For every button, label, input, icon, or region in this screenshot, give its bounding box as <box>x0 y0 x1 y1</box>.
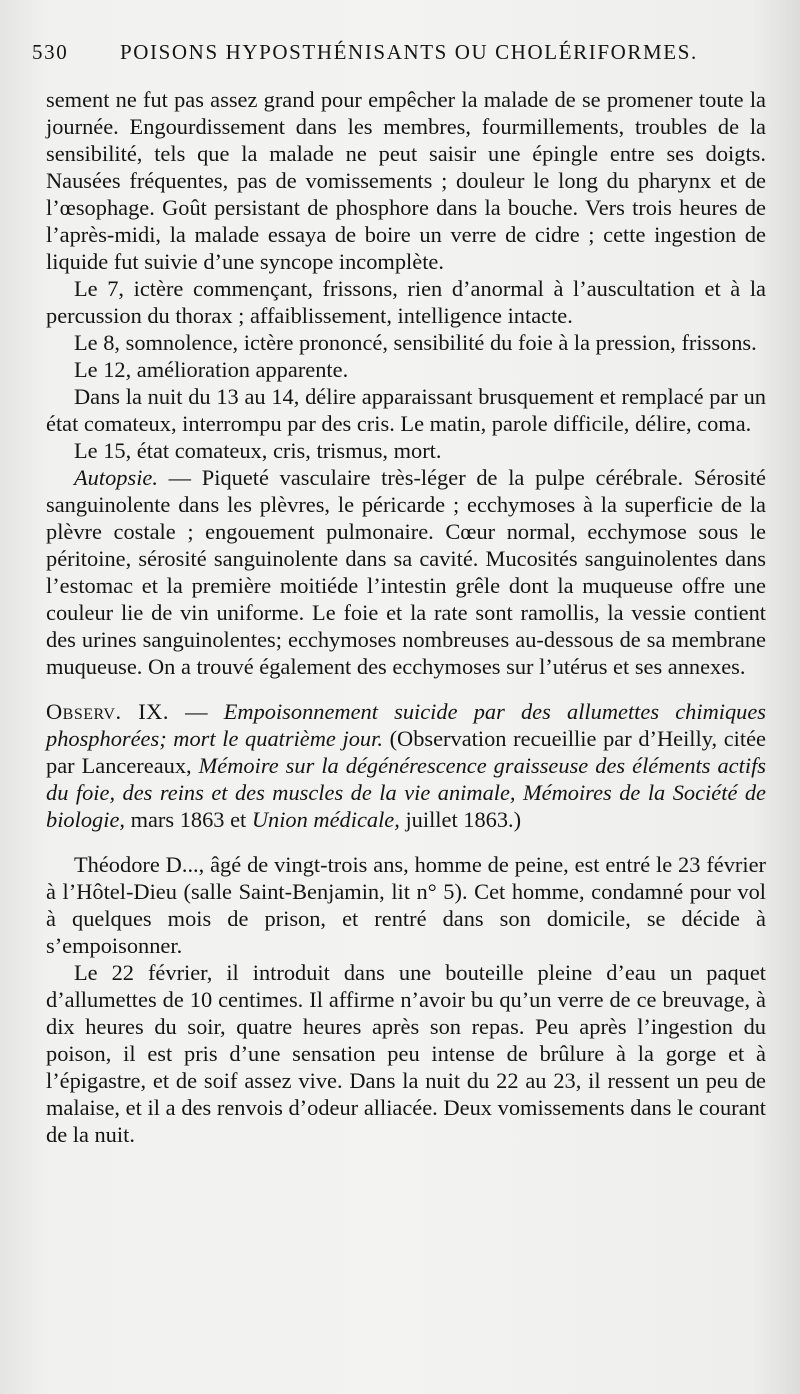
autopsy-text: — Piqueté vasculaire très-léger de la pulpe cérébrale. Sérosité sanguinolente dans les plèvres, le péricarde ; ecchymoses à la superficie de la plèvre costale ; engouement pulmonaire. Cœur normal, ecchymose sous le péritoine, sérosité sanguinolente dans sa cavité. Mucosités sanguinolentes dans l’estomac et la première moitiéde l’intestin grêle dont la muqueuse offre une couleur lie de vin uniforme. Le foie et la rate sont ramollis, la vessie contient des urines sanguinolentes; ecchymoses nombreuses au-dessous de sa membrane muqueuse. On a trouvé également des ecchymoses sur l’utérus et ses annexes. <box>46 465 766 679</box>
paragraph-day-7: Le 7, ictère commençant, frissons, rien d’anormal à l’auscultation et à la percussion du thorax ; affaiblissement, intelligence intacte. <box>46 276 766 328</box>
paragraph-feb-22: Le 22 février, il introduit dans une bouteille pleine d’eau un paquet d’allumettes de 10 centimes. Il affirme n’avoir bu qu’un verre de ce breuvage, à dix heures du soir, quatre heures après son repas. Peu après l’ingestion du poison, il est pris d’une sensation peu intense de brûlure à la gorge et à l’épigastre, et de soif assez vive. Dans la nuit du 22 au 23, il ressent un peu de malaise, et il a des renvois d’odeur alliacée. Deux vomissements dans le courant de la nuit. <box>46 960 766 1147</box>
observation-source-intro: (Observation recueillie par d’Heilly, citée par Lancereaux, <box>46 726 766 778</box>
paragraph-autopsy <box>46 464 766 680</box>
paragraph-day-15: Le 15, état comateux, cris, trismus, mort. <box>74 438 442 463</box>
observation-dash: — <box>168 699 224 724</box>
observation-source-date2: juillet 1863.) <box>399 807 522 832</box>
observation-source-work: Mémoire sur la dégénérescence graisseuse des éléments actifs du foie, des reins et des muscles de la vie animale, Mémoires de la Société de biologie, <box>46 753 766 832</box>
paragraph-night-13-14: Dans la nuit du 13 au 14, délire apparaissant brusquement et remplacé par un état comateux, interrompu par des cris. Le matin, parole difficile, délire, coma. <box>46 384 766 436</box>
observation-heading <box>46 698 766 833</box>
page-number: 530 <box>32 40 69 64</box>
observation-source-journal: Union médicale, <box>251 807 400 832</box>
running-title: POISONS HYPOSTHÉNISANTS OU CHOLÉRIFORMES. <box>120 40 698 64</box>
paragraph-patient-intro: Théodore D..., âgé de vingt-trois ans, homme de peine, est entré le 23 février à l’Hôtel-Dieu (salle Saint-Benjamin, lit n° 5). Cet homme, condamné pour vol à quelques mois de prison, et rentré dans son domicile, se décide à s’empoisonner. <box>46 852 766 958</box>
running-header <box>32 40 772 74</box>
observation-source-date1: mars 1863 et <box>124 807 252 832</box>
page-body <box>46 86 766 1148</box>
paragraph-day-12: Le 12, amélioration apparente. <box>74 357 349 382</box>
paragraph-day-8: Le 8, somnolence, ictère prononcé, sensibilité du foie à la pression, frissons. <box>74 330 757 355</box>
observation-label: Observ. IX. <box>46 699 169 724</box>
paragraph-continuation: sement ne fut pas assez grand pour empêcher la malade de se promener toute la journée. Engourdissement dans les membres, fourmillements, troubles de la sensibilité, tels que la malade ne peut saisir une épingle entre ses doigts. Nausées fréquentes, pas de vomissements ; douleur le long du pharynx et de l’œsophage. Goût persistant de phosphore dans la bouche. Vers trois heures de l’après-midi, la malade essaya de boire un verre de cidre ; cette ingestion de liquide fut suivie d’une syncope incomplète. <box>46 87 766 274</box>
observation-title: Empoisonnement suicide par des allumettes chimiques phosphorées; mort le quatrième jour. <box>46 699 767 751</box>
autopsy-label: Autopsie. <box>74 465 158 490</box>
